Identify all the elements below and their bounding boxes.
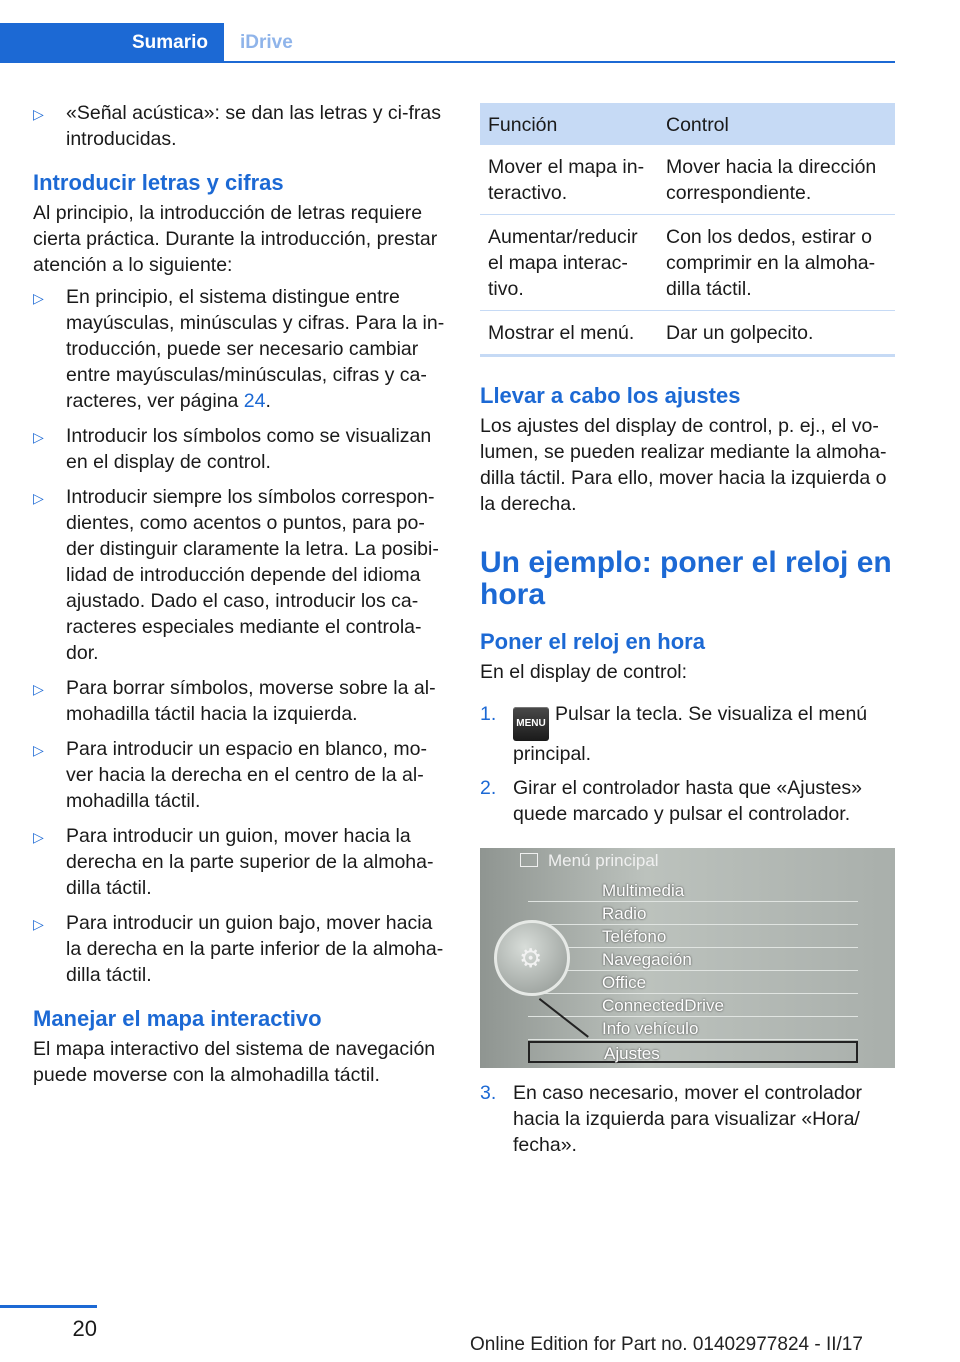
section-title: Llevar a cabo los ajustes — [480, 383, 741, 408]
page-number: 20 — [72, 1316, 97, 1341]
section-title: Manejar el mapa interactivo — [33, 1006, 322, 1031]
table-cell: Aumentar/reducir el mapa interac‐tivo. — [480, 215, 658, 311]
function-table — [480, 103, 895, 357]
screen-header — [520, 848, 895, 874]
step-item — [480, 701, 895, 767]
tab-sumario[interactable]: Sumario — [0, 23, 224, 61]
list-item-text: Para introducir un espacio en blanco, mo‐ver hacia la derecha en el centro de la al‐mohadilla táctil. — [66, 738, 427, 812]
list-item — [33, 100, 449, 152]
table-header-row — [480, 103, 895, 145]
triangle-bullet-icon: ▷ — [33, 429, 44, 445]
section-text: En el display de control: — [480, 661, 688, 683]
table-row — [480, 215, 895, 311]
menu-list-icon — [520, 853, 538, 867]
subsection-title: Poner el reloj en hora — [480, 629, 705, 654]
menu-key-icon: MENU — [513, 707, 549, 741]
menu-item-radio: Radio — [528, 903, 858, 925]
section-text: Al principio, la introducción de letras requiere cierta práctica. Durante la introducción, prestar atención a lo siguiente: — [33, 202, 438, 276]
top-nav — [0, 23, 895, 63]
step3-block — [480, 1080, 895, 1166]
table-row — [480, 145, 895, 215]
table-cell: Dar un golpecito. — [658, 311, 895, 356]
list-item-text: Introducir los símbolos como se visualizan en el display de control. — [66, 425, 432, 473]
triangle-bullet-icon: ▷ — [33, 290, 44, 306]
list-item-text: Introducir siempre los símbolos correspon‐dientes, como acentos o puntos, para po‐der distinguir claramente la letra. La posibi‐lidad de introducción depende del idioma ajustado. Dado el caso, introducir los ca‐racteres especiales mediante el controla‐dor. — [66, 486, 439, 664]
intro-list — [33, 100, 449, 152]
steps-list-continued — [480, 1080, 895, 1158]
gear-icon: ⚙ — [519, 943, 543, 973]
edition-note: Online Edition for Part no. 01402977824 - II/17 — [470, 1334, 863, 1355]
step-text: Pulsar la tecla. Se visualiza el menú principal. — [513, 703, 868, 765]
triangle-bullet-icon: ▷ — [33, 742, 44, 758]
left-column — [33, 100, 449, 1094]
triangle-bullet-icon: ▷ — [33, 681, 44, 697]
menu-item-connecteddrive: ConnectedDrive — [528, 995, 858, 1017]
menu-item-info-vehiculo: Info vehículo — [528, 1018, 858, 1040]
triangle-bullet-icon: ▷ — [33, 916, 44, 932]
page-link[interactable]: 24 — [243, 390, 266, 412]
triangle-bullet-icon: ▷ — [33, 829, 44, 845]
list-item: ▷ En principio, el sistema distingue entre mayúsculas, minúsculas y cifras. Para la in‐troducción, puede ser necesario cambiar entre mayúsculas/minúsculas, cifras y ca‐racteres, ver página 24. — [33, 286, 445, 412]
step-text: Girar el controlador hasta que «Ajustes» quede marcado y pulsar el controlador. — [513, 777, 863, 825]
tab-idrive[interactable]: iDrive — [240, 32, 293, 53]
table-cell: Con los dedos, estirar o comprimir en la almoha‐dilla táctil. — [658, 215, 895, 311]
screen-title: Menú principal — [548, 851, 659, 870]
list-item — [33, 423, 449, 475]
list-item-text: Para introducir un guion bajo, mover hacia la derecha en la parte inferior de la almoha‐dilla táctil. — [66, 912, 444, 986]
steps-list — [480, 701, 895, 827]
list-item-text: «Señal acústica»: se dan las letras y ci‐fras introducidas. — [66, 102, 442, 150]
list-item-text: Para borrar símbolos, moverse sobre la al‐mohadilla táctil hacia la izquierda. — [66, 677, 436, 725]
list-item-text: En principio, el sistema distingue entre mayúsculas, minúsculas y cifras. Para la in‐troducción, puede ser necesario cambiar entre mayúsculas/minúsculas, cifras y ca‐racteres, ver página — [66, 286, 445, 412]
table-cell: Mover el mapa in‐teractivo. — [480, 145, 658, 215]
menu-item-telefono: Teléfono — [528, 926, 858, 948]
step-number: 3. — [480, 1082, 497, 1104]
list-item — [33, 823, 449, 901]
list-item-text: Para introducir un guion, mover hacia la derecha en la parte superior de la almoha‐dilla táctil. — [66, 825, 434, 899]
menu-item-ajustes: Ajustes — [528, 1041, 858, 1063]
footer-rule — [0, 1305, 97, 1308]
step-text: En caso necesario, mover el controlador hacia la izquierda para visualizar «Hora/ fecha». — [513, 1082, 863, 1156]
controller-knob — [494, 920, 570, 996]
section-text: Los ajustes del display de control, p. ej., el vo‐lumen, se pueden realizar mediante la almoha‐dilla táctil. Para ello, mover hacia la izquierda o la derecha. — [480, 415, 887, 515]
triangle-bullet-icon: ▷ — [33, 106, 44, 122]
menu-item-multimedia: Multimedia — [528, 880, 858, 902]
menu-item-navegacion: Navegación — [528, 949, 858, 971]
table-row — [480, 311, 895, 356]
table-cell: Mover hacia la dirección correspondiente. — [658, 145, 895, 215]
step-item — [480, 775, 895, 827]
list-item — [33, 675, 449, 727]
table-header-cell: Control — [658, 103, 895, 145]
menu-item-office: Office — [528, 972, 858, 994]
chapter-title: Un ejemplo: poner el reloj en hora — [480, 546, 892, 611]
right-column — [480, 103, 895, 835]
step-number: 1. — [480, 703, 497, 725]
table-header-cell: Función — [480, 103, 658, 145]
section-text: El mapa interactivo del sistema de navegación puede moverse con la almohadilla táctil. — [33, 1038, 436, 1086]
list-item — [33, 484, 449, 666]
section-title: Introducir letras y cifras — [33, 170, 284, 195]
list-item — [33, 736, 449, 814]
input-rules-list — [33, 284, 449, 988]
triangle-bullet-icon: ▷ — [33, 490, 44, 506]
step-item — [480, 1080, 895, 1158]
step-number: 2. — [480, 777, 497, 799]
display-screenshot — [480, 848, 895, 1068]
list-item — [33, 910, 449, 988]
table-cell: Mostrar el menú. — [480, 311, 658, 356]
